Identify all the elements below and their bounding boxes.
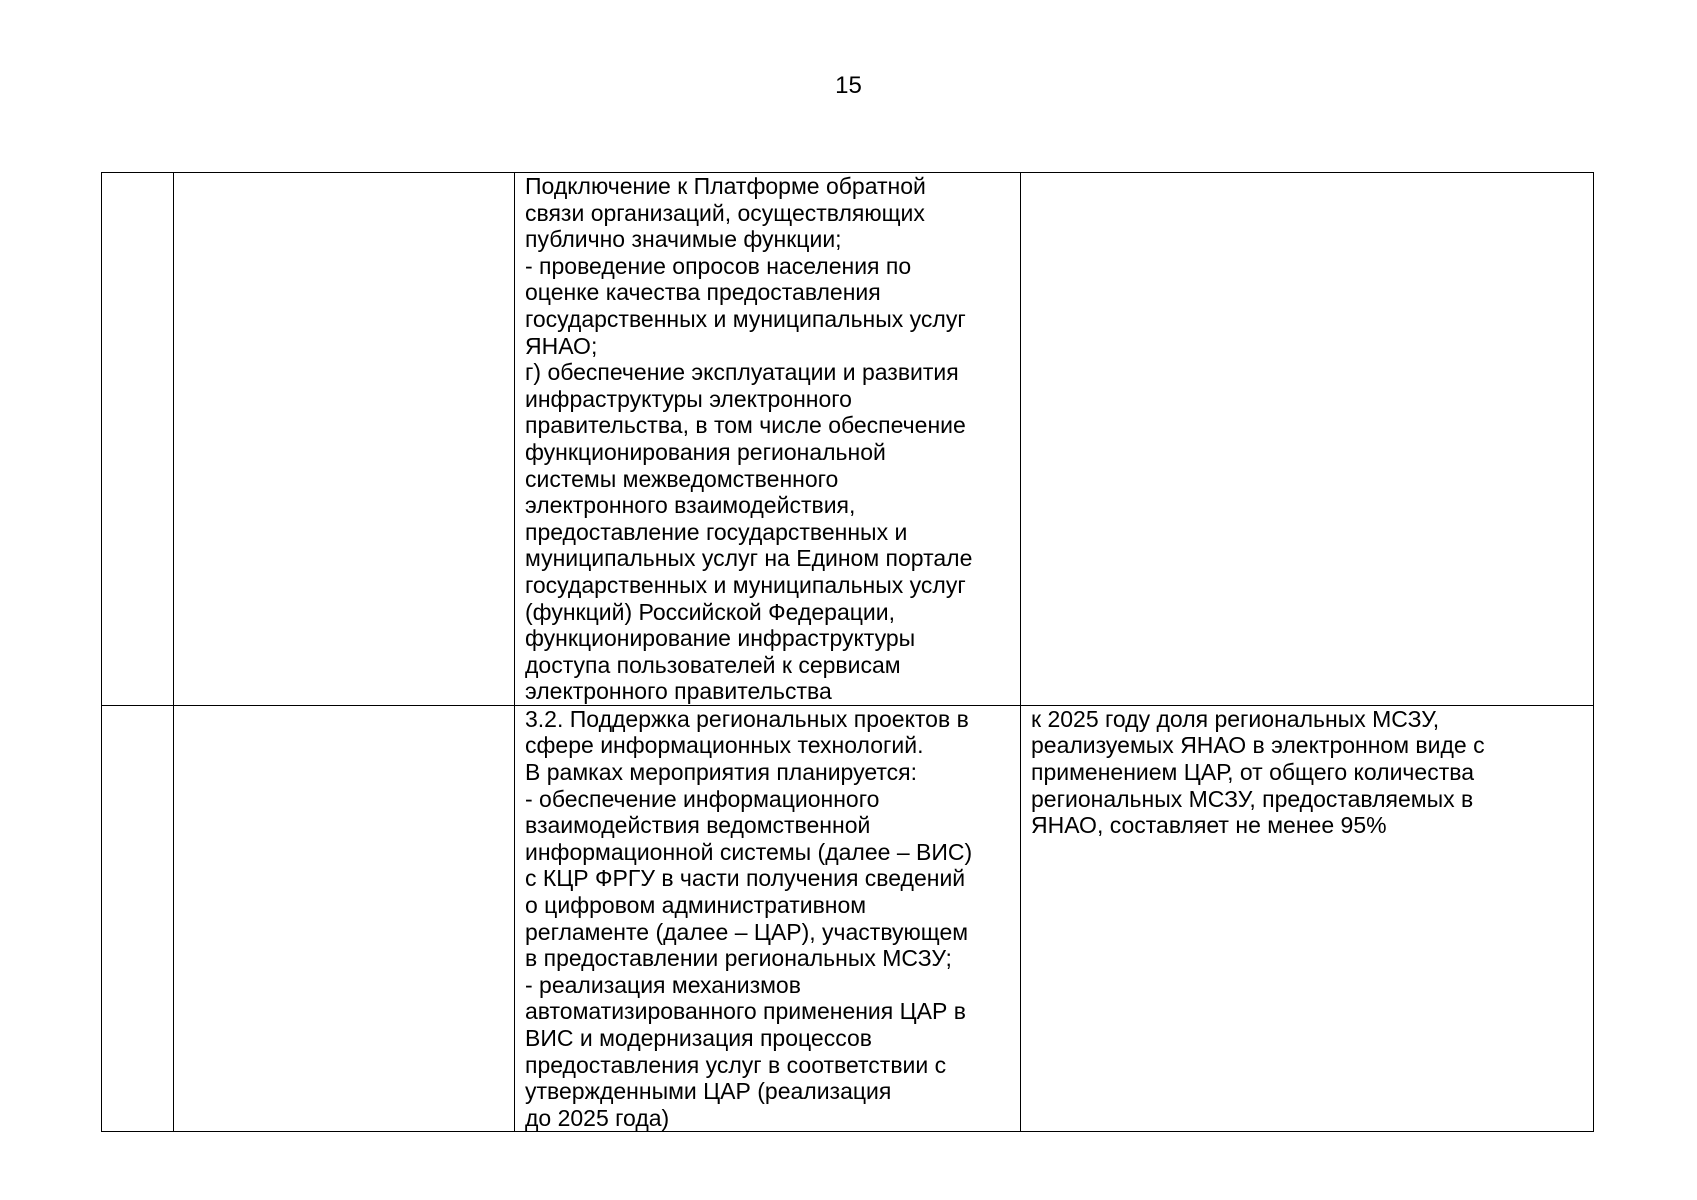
text-line: функционирования региональной: [525, 438, 886, 465]
table-row: [102, 705, 1594, 1132]
text-line: к 2025 году доля региональных МСЗУ,: [1031, 705, 1440, 732]
text-line: предоставления услуг в соответствии с: [525, 1051, 947, 1078]
text-line: автоматизированного применения ЦАР в: [525, 998, 966, 1025]
text-line: правительства, в том числе обеспечение: [525, 412, 966, 439]
result-cell: [1021, 705, 1594, 1132]
text-line: применением ЦАР, от общего количества: [1031, 759, 1474, 786]
text-line: о цифровом административном: [525, 892, 867, 919]
number-cell: [102, 173, 174, 706]
text-line: - реализация механизмов: [525, 971, 801, 998]
text-line: с КЦР ФРГУ в части получения сведений: [525, 865, 966, 892]
text-line: - проведение опросов населения по: [525, 252, 912, 279]
text-line: предоставление государственных и: [525, 518, 908, 545]
text-line: ЯНАО;: [525, 332, 598, 359]
text-line: до 2025 года): [525, 1104, 670, 1131]
result-text: [1031, 706, 1583, 839]
text-line: регламенте (далее – ЦАР), участвующем: [525, 918, 969, 945]
text-line: региональных МСЗУ, предоставляемых в: [1031, 785, 1474, 812]
text-line: 3.2. Поддержка региональных проектов в: [525, 705, 969, 732]
activity-text: [525, 706, 1010, 1132]
text-line: электронного правительства: [525, 678, 832, 705]
text-line: государственных и муниципальных услуг: [525, 305, 966, 332]
text-line: утвержденными ЦАР (реализация: [525, 1078, 892, 1105]
text-line: (функций) Российской Федерации,: [525, 598, 895, 625]
activity-text: [525, 173, 1010, 705]
text-line: доступа пользователей к сервисам: [525, 651, 901, 678]
text-line: функционирование инфраструктуры: [525, 625, 916, 652]
page-number: 15: [835, 72, 862, 99]
table-row: [102, 173, 1594, 706]
text-line: государственных и муниципальных услуг: [525, 571, 966, 598]
activity-cell: [515, 705, 1021, 1132]
text-line: системы межведомственного: [525, 465, 839, 492]
number-cell: [102, 705, 174, 1132]
text-line: инфраструктуры электронного: [525, 385, 852, 412]
text-line: реализуемых ЯНАО в электронном виде с: [1031, 732, 1485, 759]
text-line: в предоставлении региональных МСЗУ;: [525, 945, 952, 972]
text-line: взаимодействия ведомственной: [525, 812, 871, 839]
text-line: ВИС и модернизация процессов: [525, 1025, 872, 1051]
document-table: [101, 172, 1594, 1132]
text-line: - обеспечение информационного: [525, 785, 880, 812]
name-cell: [174, 173, 515, 706]
text-line: публично значимые функции;: [525, 226, 842, 253]
result-cell: [1021, 173, 1594, 706]
text-line: ЯНАО, составляет не менее 95%: [1031, 812, 1387, 839]
text-line: г) обеспечение эксплуатации и развития: [525, 359, 959, 386]
text-line: оценке качества предоставления: [525, 279, 881, 306]
text-line: муниципальных услуг на Едином портале: [525, 545, 973, 572]
text-line: связи организаций, осуществляющих: [525, 199, 925, 226]
name-cell: [174, 705, 515, 1132]
text-line: В рамках мероприятия планируется:: [525, 759, 917, 786]
text-line: электронного взаимодействия,: [525, 492, 856, 519]
activity-cell: [515, 173, 1021, 706]
text-line: информационной системы (далее – ВИС): [525, 838, 973, 865]
text-line: сфере информационных технологий.: [525, 732, 924, 759]
text-line: Подключение к Платформе обратной: [525, 173, 926, 199]
